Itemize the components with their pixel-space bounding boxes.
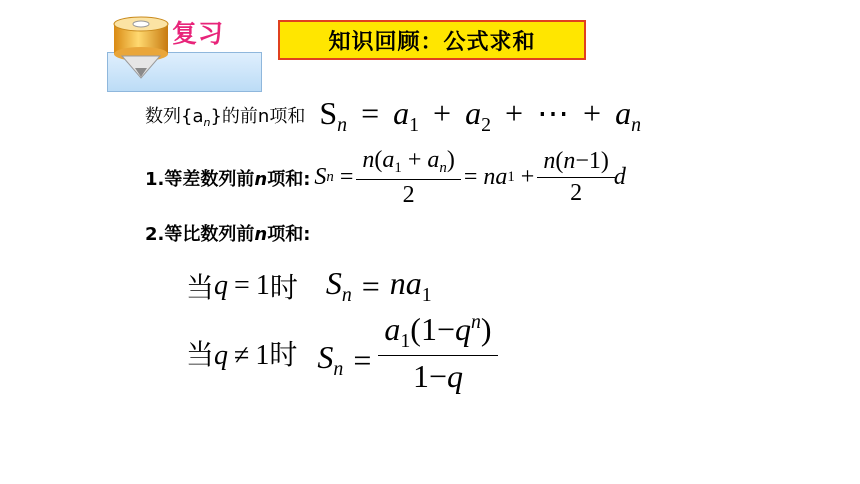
page-title: 知识回顾：公式求和 <box>328 29 536 55</box>
sum-definition-row <box>145 94 642 136</box>
arithmetic-fraction-1: $\frac{n(a_1 + a_n)}{2}$ <box>359 147 457 209</box>
geometric-label: 2.等比数列前n项和: <box>145 224 311 245</box>
geometric-fraction: $\frac{a_1(1-q^n)}{1-q}$ <box>381 311 494 395</box>
header-box <box>278 20 586 60</box>
geometric-case-q-equals-1: 当 q = 1 时 $S_n$ = $na_1$ <box>186 265 432 306</box>
sum-formula: $S_n = a_1 + a_2$ + ⋯ + $a_n$ <box>319 94 642 136</box>
arithmetic-fraction-2: $\frac{n(n-1)}{2}$ <box>540 148 612 207</box>
review-title: 复习 <box>172 19 225 48</box>
sum-label: 数列$\{a_n\}$的前n项和 <box>145 105 306 129</box>
arithmetic-formula: S n = $\frac{n(a_1 + a_n)}{2}$ = n a 1 + $\frac{n(n-1)}{2}$ d <box>314 146 626 209</box>
arithmetic-sum-row <box>145 143 626 213</box>
review-cylinder-icon <box>110 16 175 82</box>
arithmetic-label: 1.等差数列前n项和: <box>145 169 311 190</box>
geometric-case-q-not-1: 当q ≠ 1时 $S_n$ = $\frac{a_1(1-q^n)}{1-q}$ <box>186 305 495 401</box>
